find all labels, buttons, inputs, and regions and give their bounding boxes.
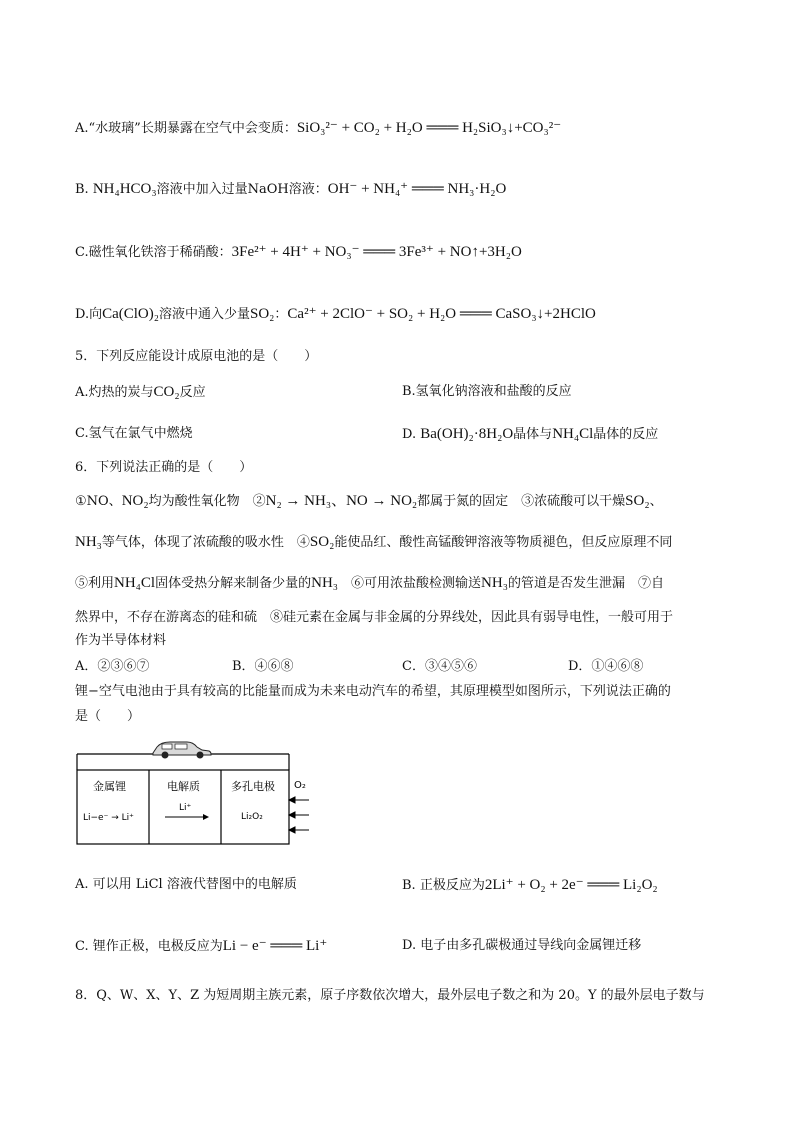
q6-l3-f: NH₃ xyxy=(481,575,508,591)
q6-option-a: A．②③⑥⑦ xyxy=(75,659,150,674)
q5-option-a xyxy=(75,383,206,402)
q5-a-label: A.灼热的炭与 xyxy=(75,385,154,400)
q7-b-equation: 2Li⁺ + O₂ + 2e⁻ ═══ Li₂O₂ xyxy=(484,877,658,893)
q6-l3-a: ⑤利用 xyxy=(75,576,115,591)
col-metal-lithium-title: 金属锂 xyxy=(93,780,126,793)
q4-d-so2: SO₂ xyxy=(250,306,275,322)
q5-d-text: 晶体与 xyxy=(513,427,553,442)
oxygen-label: O₂ xyxy=(294,780,306,791)
q4-option-c xyxy=(75,243,522,262)
q7-option-d: D. 电子由多孔碳极通过导线向金属锂迁移 xyxy=(402,938,642,953)
q6-l1-c: 均为酸性氧化物 ② xyxy=(148,494,266,509)
q7-stem-line-1: 锂−空气电池由于具有较高的比能量而成为未来电动汽车的希望，其原理模型如图所示，下列说法正确的 xyxy=(75,684,671,699)
q6-l2-c: SO₂ xyxy=(309,534,335,550)
q7-b-label: B. 正极反应为 xyxy=(402,878,485,893)
q5-option-c: C.氢气在氯气中燃烧 xyxy=(75,426,193,441)
q6-l2-a: NH₃ xyxy=(75,534,102,550)
q6-line-2 xyxy=(75,533,672,552)
q6-line-1 xyxy=(75,492,663,511)
col-electrolyte-ion: Li⁺ xyxy=(179,803,192,813)
q5-stem: 5．下列反应能设计成原电池的是（ ） xyxy=(75,349,318,364)
q4-d-label: D.向 xyxy=(75,307,103,322)
q4-b-label: B. xyxy=(75,182,89,197)
q4-d-equation: Ca²⁺ + 2ClO⁻ + SO₂ + H₂O ═══ CaSO₃↓+2HClO xyxy=(287,306,596,322)
q4-option-a xyxy=(75,119,561,138)
q6-l1-a: ①NO、 xyxy=(75,494,122,509)
q5-a-tail: 反应 xyxy=(179,385,206,400)
q6-line-4: 然界中，不存在游离态的硅和硫 ⑧硅元素在金属与非金属的分界线处，因此具有弱导电性，一般可用于 xyxy=(75,610,674,625)
q5-a-formula: CO₂ xyxy=(153,384,180,400)
q6-l1-e: 都属于氮的固定 ③浓硫酸可以干燥 xyxy=(417,494,626,509)
q7-option-a: A. 可以用 LiCl 溶液代替图中的电解质 xyxy=(75,877,297,892)
q6-l3-e: ⑥可用浓盐酸检测输送 xyxy=(338,576,482,591)
col-porous-electrode-product: Li₂O₂ xyxy=(241,812,263,822)
col-metal-lithium-reaction: Li−e⁻ → Li⁺ xyxy=(83,813,134,823)
q6-l3-d: NH₃ xyxy=(311,575,339,591)
q4-option-b xyxy=(75,180,506,199)
q4-d-text2: ： xyxy=(274,307,288,322)
q7-stem-line-2: 是（ ） xyxy=(75,709,141,724)
col-electrolyte-title: 电解质 xyxy=(167,780,200,793)
q6-option-b: B．④⑥⑧ xyxy=(232,659,294,674)
q7-option-b xyxy=(402,876,658,895)
q6-l1-f: SO₂ xyxy=(625,493,650,509)
q4-a-equation: SiO₃²⁻ + CO₂ + H₂O ═══ H₂SiO₃↓+CO₃²⁻ xyxy=(296,120,562,136)
q4-b-formula: NH₄HCO₃ xyxy=(92,181,157,197)
q5-option-b: B.氢氧化钠溶液和盐酸的反应 xyxy=(402,384,572,399)
q6-l2-b: 等气体，体现了浓硫酸的吸水性 ④ xyxy=(101,535,310,550)
car-icon xyxy=(153,742,211,759)
q6-line-5: 作为半导体材料 xyxy=(75,633,167,648)
q6-l2-d: 能使品红、酸性高锰酸钾溶液等物质褪色，但反应原理不同 xyxy=(334,535,673,550)
q6-l1-g: 、 xyxy=(649,494,663,509)
lithium-air-battery-diagram xyxy=(75,738,325,846)
col-porous-electrode-title: 多孔电极 xyxy=(231,780,275,793)
q5-d-label: D. xyxy=(402,427,417,442)
oxygen-arrows xyxy=(289,797,309,833)
q4-d-formula: Ca(ClO)₂ xyxy=(102,306,159,322)
q4-d-text1: 溶液中通入少量 xyxy=(158,307,250,322)
q6-option-c: C．③④⑤⑥ xyxy=(402,659,477,674)
q4-option-d xyxy=(75,305,596,324)
q5-option-d xyxy=(402,425,658,444)
q4-c-equation: 3Fe²⁺ + 4H⁺ + NO₃⁻ ═══ 3Fe³⁺ + NO↑+3H₂O xyxy=(231,244,522,260)
q4-b-text: 溶液中加入过量NaOH溶液： xyxy=(156,182,328,197)
q8-stem: 8．Q、W、X、Y、Z 为短周期主族元素，原子序数依次增大，最外层电子数之和为 20。Y 的最外层电子数与 xyxy=(75,988,705,1003)
q5-d-formula1: Ba(OH)₂·8H₂O xyxy=(420,426,514,442)
q6-l1-d: N₂ → NH₃、NO → NO₂ xyxy=(265,493,418,509)
battery-diagram-svg xyxy=(75,738,325,846)
q7-c-equation: Li − e⁻ ═══ Li⁺ xyxy=(222,938,328,954)
q4-b-equation: OH⁻ + NH₄⁺ ═══ NH₃·H₂O xyxy=(327,181,507,197)
q6-l3-c: 固体受热分解来制备少量的 xyxy=(155,576,312,591)
q5-d-tail: 晶体的反应 xyxy=(593,427,659,442)
q6-stem: 6．下列说法正确的是（ ） xyxy=(75,460,253,475)
q6-l1-b: NO₂ xyxy=(121,493,149,509)
q4-c-label: C.磁性氧化铁溶于稀硝酸： xyxy=(75,245,232,260)
q5-d-formula2: NH₄Cl xyxy=(552,426,594,442)
q6-option-d: D．①④⑥⑧ xyxy=(568,659,644,674)
q4-a-label: A.“水玻璃”长期暴露在空气中会变质： xyxy=(75,121,297,136)
q7-option-c xyxy=(75,937,327,956)
q6-line-3 xyxy=(75,574,664,593)
q6-l3-b: NH₄Cl xyxy=(114,575,156,591)
q6-l3-g: 的管道是否发生泄漏 ⑦自 xyxy=(507,576,664,591)
q7-c-label: C. 锂作正极，电极反应为 xyxy=(75,939,223,954)
